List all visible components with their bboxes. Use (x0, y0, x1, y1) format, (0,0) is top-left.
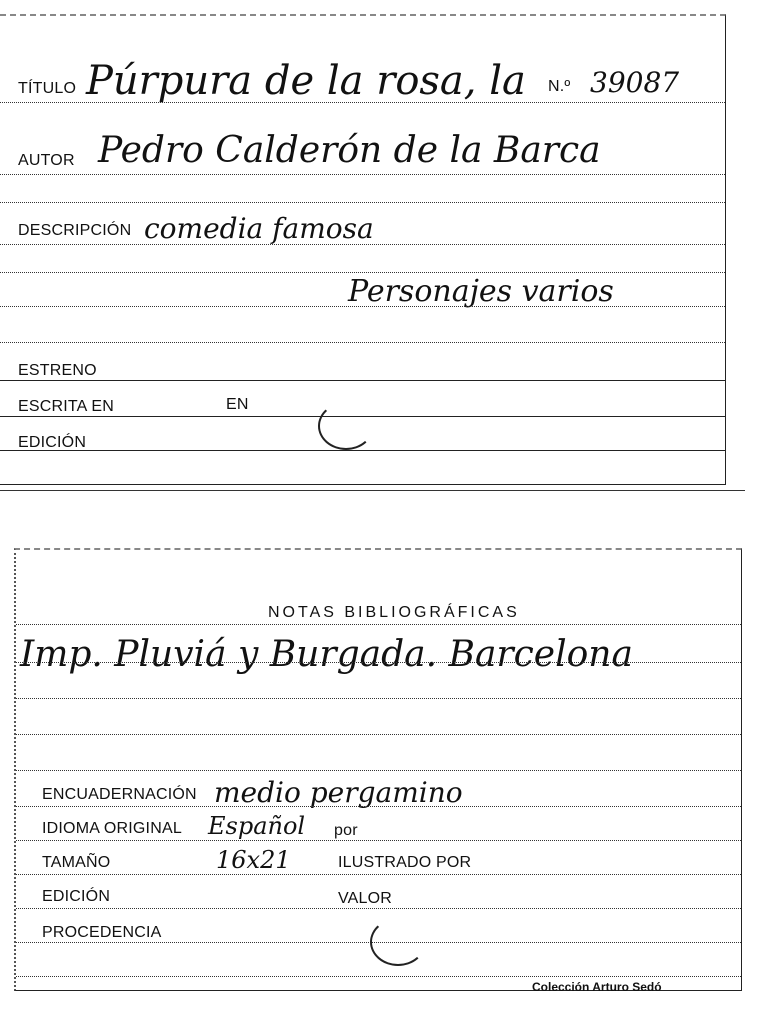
idioma-label: IDIOMA ORIGINAL (42, 820, 182, 837)
personajes-value: Personajes varios (348, 274, 614, 309)
notas-line-3 (16, 734, 741, 735)
por-label: por (334, 822, 358, 839)
catalog-card-back (14, 548, 742, 994)
descripcion-line (0, 244, 725, 245)
autor-label: AUTOR (18, 152, 75, 169)
blank-line-1 (0, 202, 725, 203)
stamp-mark (318, 402, 374, 450)
encuadernacion-value: medio pergamino (214, 776, 463, 809)
edicion-label: EDICIÓN (18, 434, 87, 451)
autor-value: Pedro Calderón de la Barca (98, 130, 601, 171)
numero-label: N.º (548, 78, 571, 95)
autor-line (0, 174, 725, 175)
notas-line-4 (16, 770, 741, 771)
encuadernacion-line (16, 806, 741, 807)
notas-line-0 (16, 624, 741, 625)
edicion-back-label: EDICIÓN (42, 888, 111, 905)
estreno-label: ESTRENO (18, 362, 97, 379)
titulo-value: Púrpura de la rosa, la (86, 58, 526, 104)
notas-value: Imp. Pluviá y Burgada. Barcelona (20, 634, 633, 675)
coleccion-footer: Colección Arturo Sedó (532, 980, 662, 994)
tamano-label: TAMAÑO (42, 854, 111, 871)
notas-heading: NOTAS BIBLIOGRÁFICAS (268, 604, 520, 621)
valor-label: VALOR (338, 890, 393, 907)
encuadernacion-label: ENCUADERNACIÓN (42, 786, 197, 803)
blank-line-3 (0, 342, 725, 343)
titulo-line (0, 102, 725, 103)
escrita-label: ESCRITA EN (18, 398, 114, 415)
personajes-line (0, 306, 725, 307)
idioma-line (16, 840, 741, 841)
notas-line-1 (16, 662, 741, 663)
en-label: EN (226, 396, 249, 413)
notas-line-2 (16, 698, 741, 699)
estreno-line (0, 380, 725, 381)
edicion-line (0, 450, 725, 451)
tamano-value: 16x21 (216, 846, 291, 874)
descripcion-label: DESCRIPCIÓN (18, 222, 132, 239)
titulo-label: TÍTULO (18, 80, 77, 97)
numero-value: 39087 (590, 66, 680, 99)
procedencia-label: PROCEDENCIA (42, 924, 162, 941)
catalog-card-front (0, 14, 726, 485)
descripcion-value: comedia famosa (144, 212, 374, 245)
blank-line-back (16, 976, 741, 977)
separator-line (0, 490, 745, 491)
tamano-line (16, 874, 741, 875)
stamp-mark-back (370, 918, 426, 966)
edicion-back-line (16, 908, 741, 909)
ilustrado-label: ILUSTRADO POR (338, 854, 472, 871)
blank-line-2 (0, 272, 725, 273)
idioma-value: Español (208, 812, 306, 840)
